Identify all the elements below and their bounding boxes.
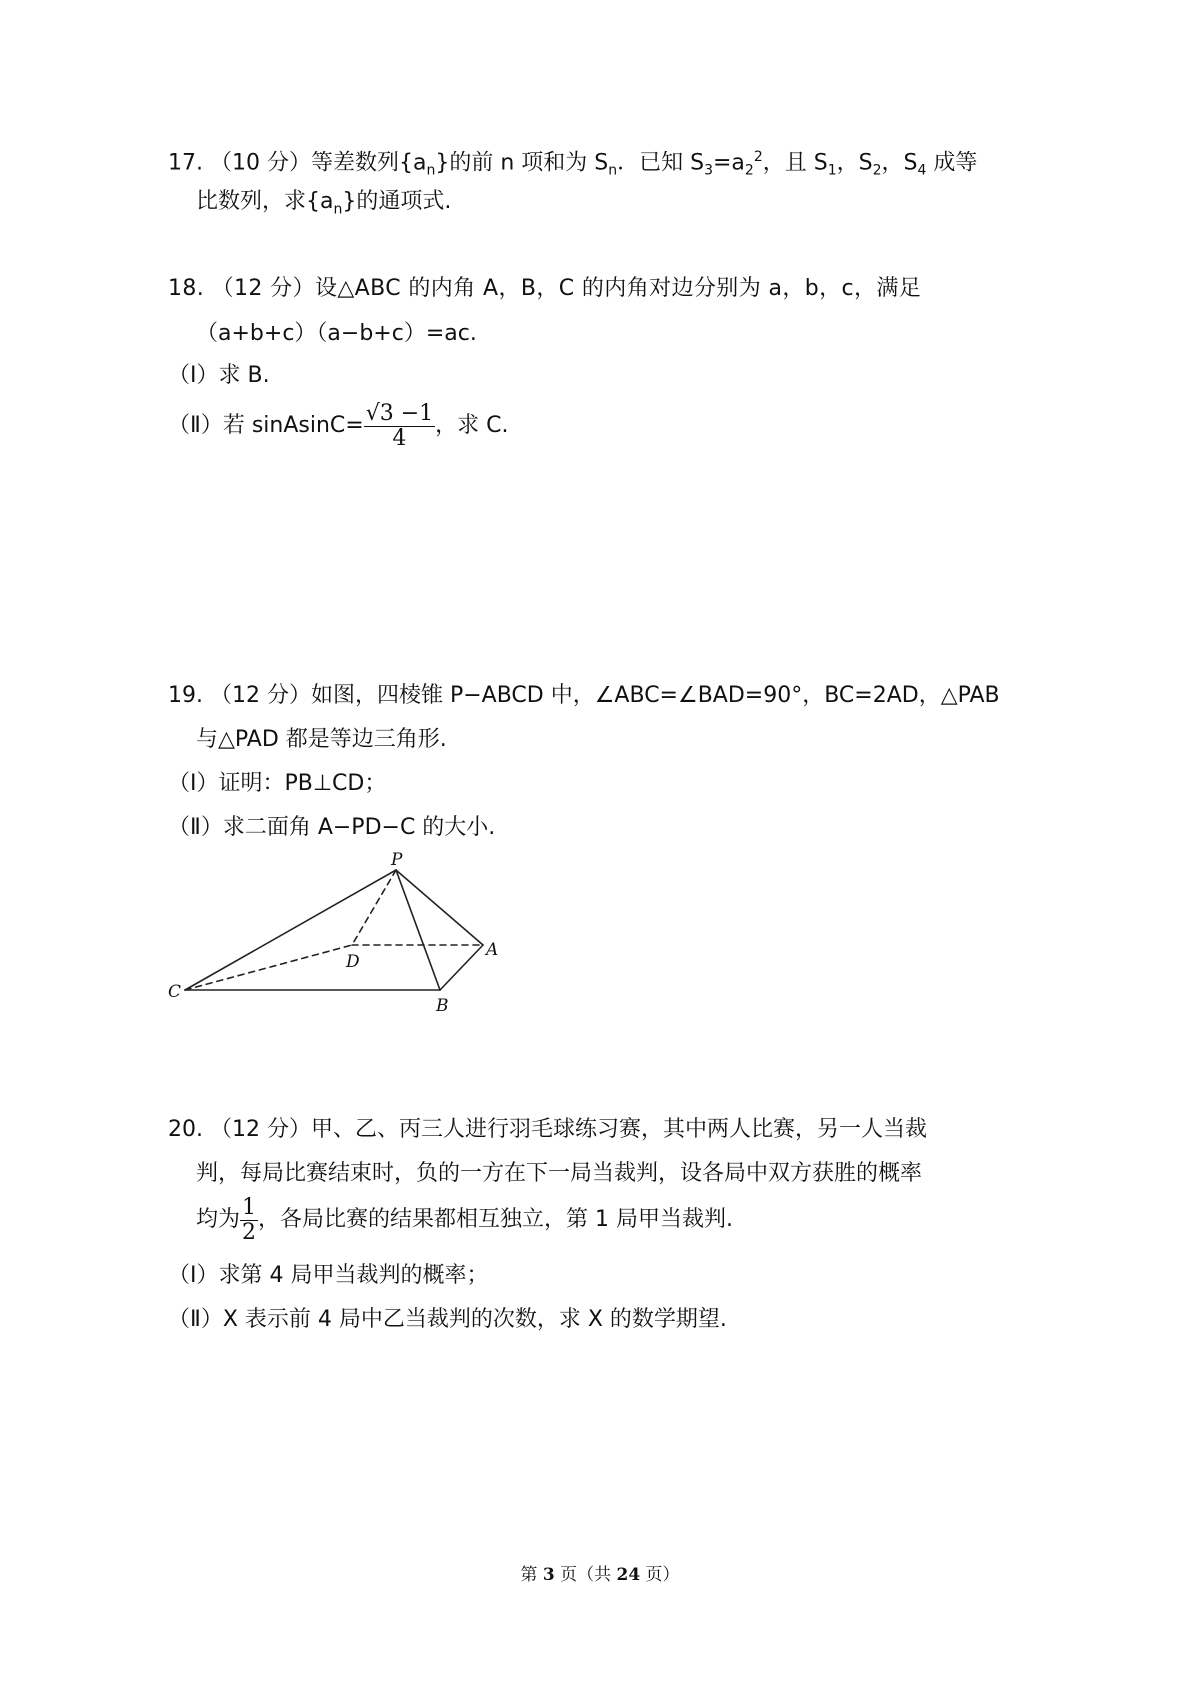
total-page-count: 24: [616, 1565, 641, 1585]
pyramid-figure: [160, 845, 520, 1025]
edge-ab: [440, 945, 483, 990]
current-page-number: 3: [542, 1565, 555, 1585]
problem-20-line-3: 均为 $\frac{1}{2}$ ，各局比赛的结果都相互独立，第 1 局甲当裁判.: [196, 1194, 733, 1245]
label-a: A: [486, 940, 499, 960]
page-footer: 第 3 页（共 24 页）: [520, 1565, 680, 1585]
problem-20-part-2: （Ⅱ）X 表示前 4 局中乙当裁判的次数，求 X 的数学期望.: [168, 1307, 727, 1332]
label-p: P: [391, 850, 403, 870]
problem-18-line-1: 18. （12 分）设△ABC 的内角 A，B，C 的内角对边分别为 a，b，c，满足: [168, 276, 922, 301]
problem-20-line-2: 判，每局比赛结束时，负的一方在下一局当裁判，设各局中双方获胜的概率: [196, 1161, 923, 1186]
label-b: B: [436, 996, 449, 1016]
problem-18-line-2: （a+b+c）（a−b+c）=ac.: [196, 321, 477, 346]
edge-pc: [185, 870, 396, 990]
fraction-one-half: $\frac{1}{2}$: [242, 1194, 257, 1245]
problem-19-line-1: 19. （12 分）如图，四棱锥 P−ABCD 中，∠ABC=∠BAD=90°，BC=2AD，△PAB: [168, 683, 1000, 708]
label-d: D: [346, 952, 360, 972]
edge-pd: [352, 870, 396, 945]
problem-17-line-1: 17. （10 分）等差数列$\{a_n\}$的前 n 项和为 $S_n$．已知 $S_3=a_2^2$，且 $S_1$，$S_2$，$S_4$ 成等: [168, 149, 978, 179]
fraction-sqrt3-minus-1-over-4: $\frac{√3 -1}{4}$: [365, 400, 434, 451]
problem-18-part-2: （Ⅱ）若 sinAsinC= $\frac{√3 -1}{4}$ ，求 C.: [168, 400, 509, 451]
problem-20-line-1: 20. （12 分）甲、乙、丙三人进行羽毛球练习赛，其中两人比赛，另一人当裁: [168, 1117, 927, 1142]
problem-19-part-2: （Ⅱ）求二面角 A−PD−C 的大小.: [168, 815, 496, 840]
problem-17-line-2: 比数列，求$\{a_n\}$的通项式.: [196, 189, 452, 218]
problem-19-part-1: （Ⅰ）证明：PB⊥CD；: [168, 771, 387, 796]
problem-19-line-2: 与△PAD 都是等边三角形.: [196, 727, 447, 752]
problem-18-part-1: （Ⅰ）求 B.: [168, 363, 270, 388]
label-c: C: [168, 982, 182, 1002]
problem-20-part-1: （Ⅰ）求第 4 局甲当裁判的概率；: [168, 1263, 489, 1288]
edge-cd: [185, 945, 352, 990]
